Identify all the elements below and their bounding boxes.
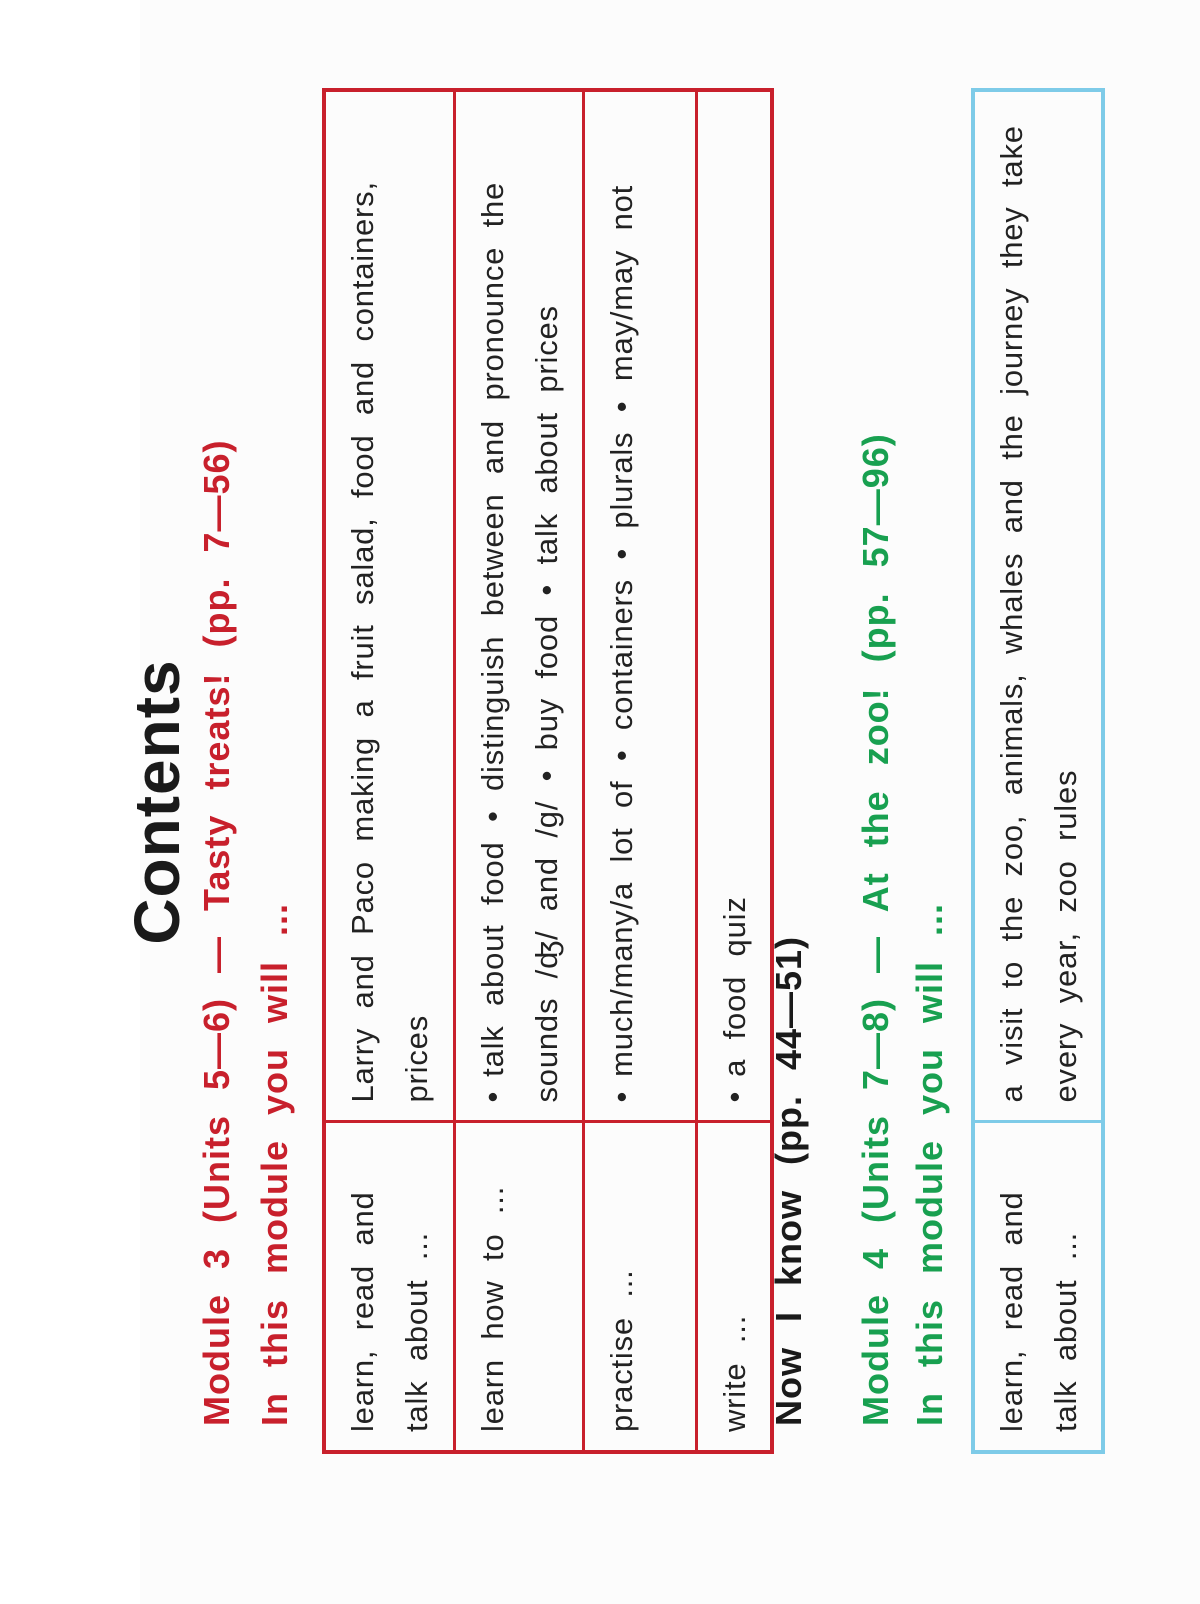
row-content-text: • talk about food • distinguish between and pronounce the sounds /ʤ/ and /g/ • buy food • talk about prices [475, 182, 564, 1103]
module3-heading [196, 439, 238, 1426]
module4-heading-pages: (pp. 57—96) [855, 433, 896, 663]
module3-heading-pages: (pp. 7—56) [196, 439, 237, 648]
row-label: learn, read and talk about ... [324, 1122, 454, 1452]
module3-table [322, 88, 774, 1454]
row-content-text: • a food quiz [717, 896, 752, 1102]
module4-heading [855, 433, 897, 1426]
row-content [696, 90, 772, 1122]
module3-subheading: In this module you will ... [254, 902, 295, 1426]
table-row [583, 90, 696, 1452]
module4-subheading: In this module you will ... [909, 902, 950, 1426]
row-label: learn, read and talk about ... [973, 1122, 1103, 1452]
table-row [973, 90, 1103, 1452]
module4-heading-prefix: Module 4 (Units 7—8) — [855, 935, 896, 1426]
module3-heading-prefix: Module 3 (Units 5—6) — [196, 935, 237, 1426]
module4-heading-name: At the zoo! [855, 687, 896, 913]
table-row [696, 90, 772, 1452]
row-content [454, 90, 583, 1122]
row-content: Larry and Paco making a fruit salad, food and containers, prices [324, 90, 454, 1122]
row-content: a visit to the zoo, animals, whales and the journey they take every year, zoo rules [973, 90, 1103, 1122]
row-content [583, 90, 696, 1122]
row-label: practise ... [583, 1122, 696, 1452]
row-label: write ... [696, 1122, 772, 1452]
page-title: Contents [121, 659, 193, 945]
now-i-know-heading: Now I know (pp. 44—51) [768, 935, 809, 1426]
module4-table [971, 88, 1105, 1454]
table-row [324, 90, 454, 1452]
row-label: learn how to ... [454, 1122, 583, 1452]
module3-heading-name: Tasty treats! [196, 672, 237, 911]
row-content-text: • much/many/a lot of • containers • plurals • may/may not [604, 185, 639, 1103]
table-row [454, 90, 583, 1452]
